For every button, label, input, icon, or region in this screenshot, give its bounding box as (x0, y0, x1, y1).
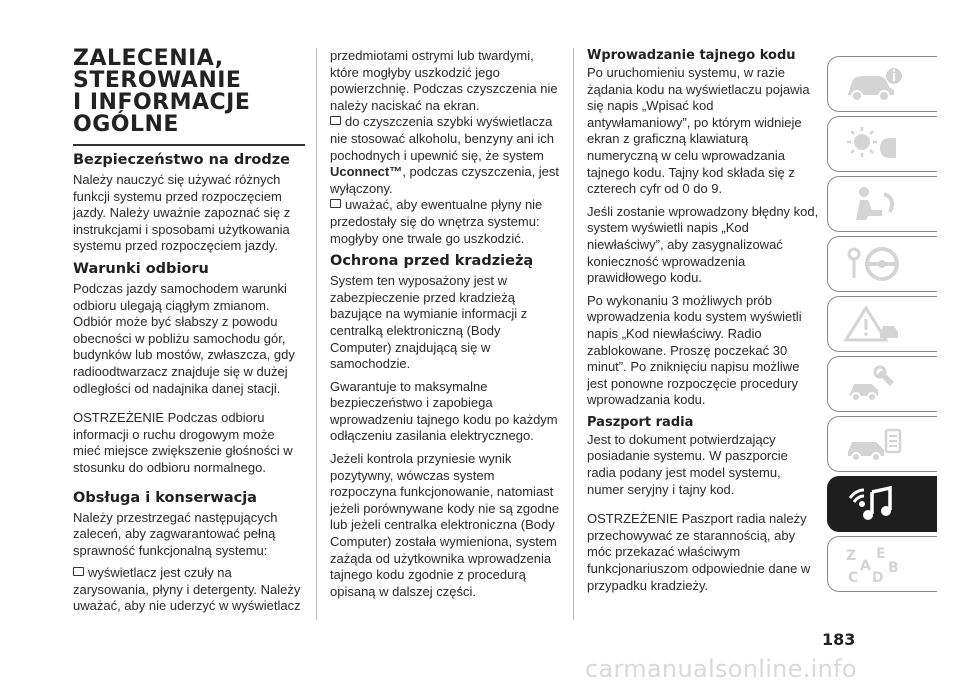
care-bullet-2 (330, 114, 562, 197)
chapter-title-line: I INFORMACJE (73, 90, 251, 115)
code-entry-text-3: Po wykonaniu 3 możliwych prób wprowadzenia kodu system wyświetli napis „Kod niewłaściwy. Radio zablokowane. Proszę poczekać 30 minut”. Po zniknięciu napisu możliwe jest ponowne rozpoczęcie procedury wprowadzania kodu. (587, 292, 802, 408)
alphabetical-index-icon (842, 544, 906, 584)
wrench-car-icon (842, 364, 906, 404)
airbag-seat-icon (842, 184, 906, 224)
tab-multimedia[interactable] (827, 476, 937, 532)
steering-key-icon (842, 244, 906, 284)
tab-knowing-vehicle[interactable] (827, 56, 937, 112)
svg-text:D: D (872, 570, 884, 584)
care-bullet-2-text-b: , podczas czyszczenia, jest wyłączony. (330, 164, 560, 196)
chapter-title-line: ZALECENIA, (73, 46, 224, 71)
anti-theft-text-2: Gwarantuje to maksymalne bezpieczeństwo i zapobiega wprowadzeniu tajnego kodu po każdym odłączeniu zasilania elektrycznego. (330, 378, 558, 444)
column-2 (330, 48, 562, 606)
dashboard-lights-icon (842, 124, 906, 164)
column-3 (587, 48, 819, 600)
column-divider-2 (573, 48, 574, 620)
page-number: 183 (822, 630, 856, 649)
watermark: carmanualsonline.info (585, 655, 857, 683)
radio-passport-warning: OSTRZEŻENIE Paszport radia należy przechowywać ze starannością, aby móc przekazać właściwym funkcjonariuszom odpowiednie dane w przypadku kradzieży. (587, 511, 811, 593)
section-title-road-safety: Bezpieczeństwo na drodze (73, 152, 290, 168)
care-bullet-2-text-a: do czyszczenia szybki wyświetlacza nie stosować alkoholu, benzyny ani ich pochodnych i upewnić się, że system (330, 114, 555, 163)
care-bullet-1: wyświetlacz jest czuły na zarysowania, płyny i detergenty. Należy uważać, aby nie uderzyć w wyświetlacz (73, 565, 305, 615)
tab-starting-driving[interactable] (827, 236, 937, 292)
tab-service-maintenance[interactable] (827, 356, 937, 412)
car-info-icon (842, 64, 906, 104)
tab-safety[interactable] (827, 176, 937, 232)
svg-text:A: A (860, 558, 871, 574)
section-title-care: Obsługa i konserwacja (73, 489, 257, 506)
section-title-anti-theft: Ochrona przed kradzieżą (330, 253, 534, 270)
radio-passport-text: Jest to dokument potwierdzający posiadanie systemu. W paszporcie radia podany jest model systemu, numer seryjny i tajny kod. (587, 431, 788, 497)
anti-theft-text-1: System ten wyposażony jest w zabezpieczenie przed kradzieżą bazujące na wymianie informacji z centralką elektroniczną (Body Computer) znajdującą się w samochodzie. (330, 273, 528, 372)
code-entry-text-1: Po uruchomieniu systemu, w razie żądania kodu na wyświetlaczu pojawia się napis „Wpisać kod antywłamaniowy”, po którym widnieje ekran z graficzną klawiaturą numeryczną w celu wprowadzania tajnego kodu. Tajny kod składa się z czterech cyfr od 0 do 9. (587, 65, 810, 197)
care-bullet-1-continued: przedmiotami ostrymi lub twardymi, które mogłyby uszkodzić jego powierzchnię. Podczas czyszczenia nie należy naciskać na ekran. (330, 48, 558, 113)
multimedia-icon (842, 484, 906, 524)
section-title-code-entry: Wprowadzanie tajnego kodu (587, 48, 796, 63)
reception-warning: OSTRZEŻENIE Podczas odbioru informacji o ruchu drogowym może mieć miejsce zwiększenie głośności w stosunku do odbioru normalnego. (73, 410, 293, 475)
column-1 (73, 48, 305, 615)
warning-triangle-car-icon (842, 304, 906, 344)
tab-index[interactable] (827, 536, 937, 592)
road-safety-text: Należy nauczyć się używać różnych funkcji systemu przed rozpoczęciem jazdy. Należy uważnie zapoznać się z instrukcjami i sposobami użytkowania systemu przed rozpoczęciem jazdy. (73, 172, 291, 254)
technical-data-icon (842, 424, 906, 464)
chapter-rule (73, 144, 305, 146)
reception-text: Podczas jazdy samochodem warunki odbioru ulegają ciągłym zmianom. Odbiór może być słabszy z powodu obecności w pobliżu samochodu gór, budynków lub mostów, zwłaszcza, gdy radioodtwarzacz znajduje się w dużej odległości od nadajnika danej stacji. (73, 280, 295, 396)
anti-theft-text-3: Jeżeli kontrola przyniesie wynik pozytywny, wówczas system rozpoczyna funkcjonowanie, natomiast jeżeli porównywane kody nie są zgodne lub jeżeli centralka elektroniczna (Body Computer) została wymieniona, system zażąda od użytkownika wprowadzenia tajnego kodu zgodnie z procedurą opisaną w dalszej części. (330, 451, 560, 599)
brand-uconnect: Uconnect™ (330, 164, 403, 180)
chapter-title (73, 48, 305, 136)
care-bullet-3: uważać, aby ewentualne płyny nie przedostały się do wnętrza systemu: mogłyby one trwale go uszkodzić. (330, 197, 562, 247)
care-text: Należy przestrzegać następujących zaleceń, aby zagwarantować pełną sprawność funkcjonalną systemu: (73, 509, 278, 558)
chapter-title-line: STEROWANIE (73, 68, 242, 93)
svg-text:E: E (876, 546, 886, 562)
chapter-tabs (827, 56, 939, 596)
section-title-radio-passport: Paszport radia (587, 414, 694, 430)
tab-emergency[interactable] (827, 296, 937, 352)
column-divider-1 (316, 48, 317, 620)
chapter-title-line: OGÓLNE (73, 112, 179, 137)
tab-technical-data[interactable] (827, 416, 937, 472)
svg-text:C: C (848, 570, 859, 584)
svg-text:Z: Z (846, 548, 857, 564)
tab-instrument-panel[interactable] (827, 116, 937, 172)
svg-text:B: B (888, 560, 899, 576)
code-entry-text-2: Jeśli zostanie wprowadzony błędny kod, system wyświetli napis „Kod niewłaściwy”, aby zasygnalizować konieczność wprowadzenia prawidłowego kodu. (587, 203, 819, 286)
section-title-reception: Warunki odbioru (73, 260, 209, 277)
